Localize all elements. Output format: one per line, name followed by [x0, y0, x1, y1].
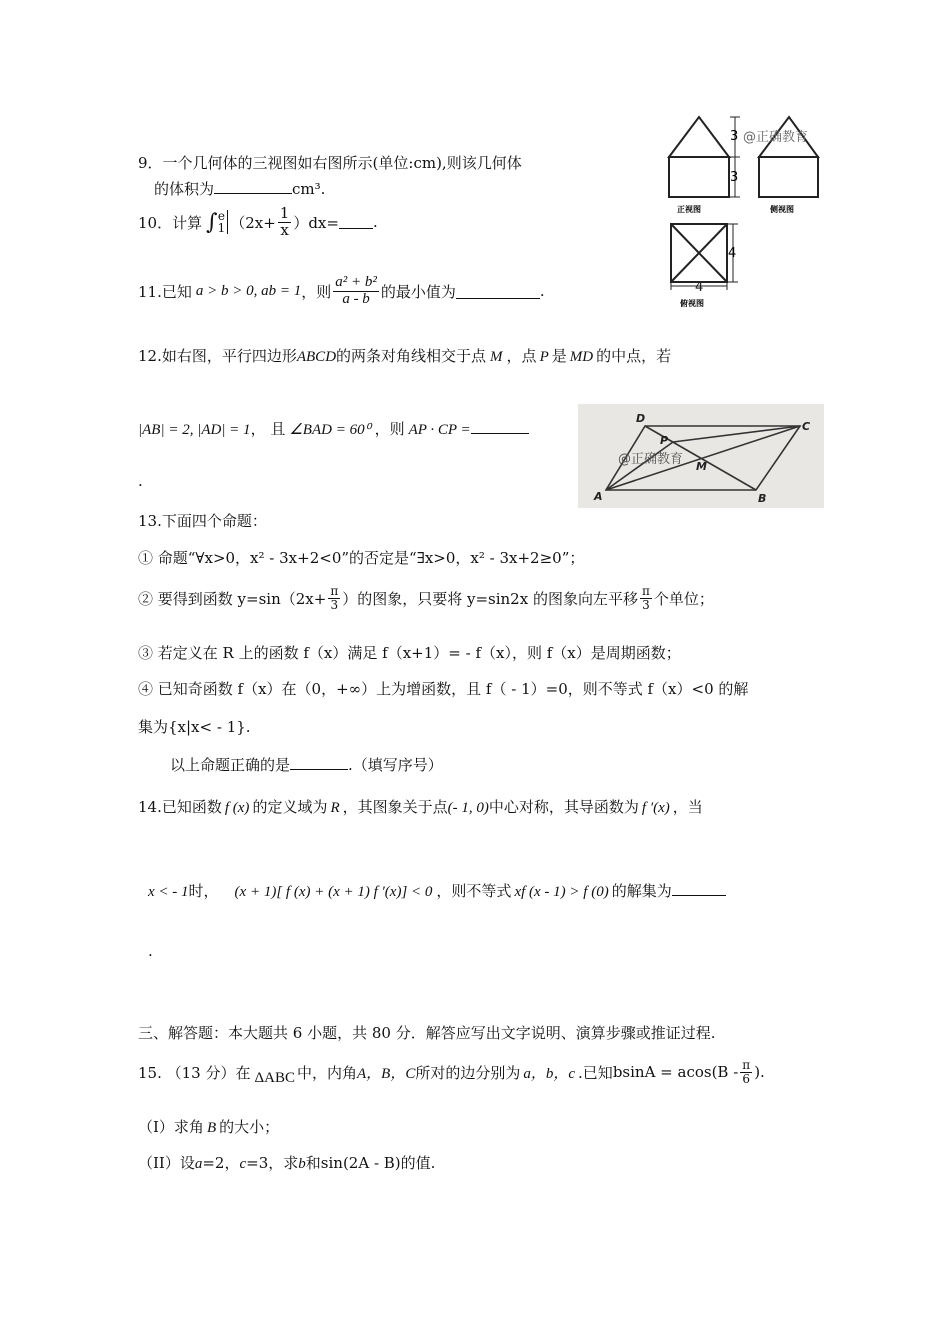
q12-text4: 是	[551, 347, 567, 365]
q10	[138, 202, 378, 242]
q15-ii-b: b	[298, 1156, 306, 1172]
q12-then: ，则	[374, 420, 405, 438]
q13-p2-text: ② 要得到函数 y=sin（2x+	[138, 589, 327, 608]
q14-text5: ，当	[672, 798, 703, 816]
q13-ask	[170, 754, 443, 775]
section-3-heading: 三、解答题：本大题共 6 小题，共 80 分．解答应写出文字说明、演算步骤或推证过程.	[138, 1024, 716, 1042]
integral-limits	[218, 210, 229, 234]
q13-prop2	[138, 578, 714, 618]
q10-end: .	[372, 213, 378, 231]
q12-angle: ∠BAD = 60⁰	[289, 422, 371, 438]
q14-fx: f (x)	[224, 800, 250, 816]
q14-text: 14.已知函数	[138, 798, 222, 816]
q11-condition: a > b > 0, ab = 1	[195, 282, 302, 299]
label-a: A	[594, 490, 603, 503]
q13-p2-text2: ）的图象，只要将 y=sin2x 的图象向左平移	[342, 589, 638, 608]
q11-fraction	[333, 275, 379, 308]
q15-sides: a，b，c	[523, 1065, 576, 1082]
q14-point: (- 1, 0)	[447, 800, 489, 816]
upper-limit: e	[217, 209, 225, 223]
q14-ineq2: xf (x - 1) > f (0)	[514, 884, 609, 900]
q11	[138, 275, 545, 308]
q14-text2: 的定义域为	[252, 798, 328, 816]
q14-dot: .	[148, 942, 153, 960]
q12-p: P	[539, 349, 549, 365]
front-view	[669, 117, 729, 197]
q15-text3: 所对的边分别为	[415, 1063, 521, 1082]
frac-num: a² + b²	[335, 274, 377, 290]
q12-abcd: ABCD	[296, 349, 337, 365]
q11-end: .	[539, 282, 545, 301]
q15-triangle: ΔABC	[254, 1069, 295, 1086]
q10-integrand: （2x+	[230, 213, 276, 232]
integral-sign: ∫	[206, 209, 218, 235]
q13-prop4-cont: 集为{x|x< - 1}.	[138, 718, 251, 736]
q15-part2	[138, 1152, 435, 1173]
dim-4-height: 4	[728, 246, 737, 261]
q15-ii-and: 和	[305, 1154, 321, 1172]
q13-ask-end: .（填写序号）	[348, 756, 443, 774]
q12-text2: 的两条对角线相交于点	[336, 347, 487, 365]
q12-lengths: |AB| = 2, |AD| = 1	[138, 422, 251, 438]
top-view-label: 俯视图	[680, 299, 704, 308]
q12-dot: .	[138, 472, 143, 490]
q15-frac	[740, 1059, 752, 1085]
q13-prop3: ③ 若定义在 R 上的函数 f（x）满足 f（x+1）= - f（x），则 f（x）是周期函数；	[138, 644, 681, 662]
q15-text: 15. （13 分）在	[138, 1063, 251, 1082]
q9-answer-blank	[214, 180, 292, 195]
q14-line2	[148, 880, 726, 901]
q12-text: 12.如右图，平行四边形	[138, 347, 297, 365]
q15-i-b: B	[206, 1120, 217, 1136]
label-p: P	[660, 434, 669, 447]
q15-ii-expr: sin(2A - B)	[320, 1154, 401, 1172]
q9-line2	[154, 178, 325, 199]
frac-num: π	[742, 1057, 751, 1072]
q10-answer-blank	[339, 215, 373, 230]
q12-md: MD	[569, 349, 594, 365]
q12-line2	[138, 418, 529, 439]
q11-then: ，则	[301, 282, 332, 301]
frac-den: a - b	[342, 290, 370, 307]
label-d: D	[636, 412, 646, 425]
q15-eq-end: ).	[754, 1063, 765, 1081]
q12-and: ， 且	[250, 420, 286, 438]
q13-prop1: ① 命题“∀x>0，x² - 3x+2<0”的否定是“∃x>0，x² - 3x+2≥0”；	[138, 549, 585, 567]
frac-den: x	[280, 220, 289, 239]
frac-num: π	[641, 583, 650, 598]
q15-equation: bsinA = acos(B -	[612, 1063, 739, 1081]
q10-dx: ）dx=	[293, 213, 339, 232]
label-b: B	[758, 492, 767, 505]
q13-title: 13.下面四个命题：	[138, 512, 267, 530]
q14-text3: ，其图象关于点	[342, 798, 448, 816]
q14-text6: 时，	[188, 882, 219, 900]
q13-p2-frac2	[640, 585, 652, 611]
q10-fraction	[278, 203, 292, 239]
q15-ii-text: （II）设	[138, 1154, 195, 1172]
q15	[138, 1052, 765, 1092]
q15-text4: .已知	[578, 1063, 613, 1082]
q12-line1	[138, 345, 671, 366]
q13-prop4: ④ 已知奇函数 f（x）在（0，+∞）上为增函数，且 f（ - 1）=0，则不等式 f（x）<0 的解	[138, 680, 749, 698]
q14-cond: x < - 1	[148, 884, 189, 900]
q13-ask-text: 以上命题正确的是	[170, 756, 291, 774]
q13-p2-frac1	[328, 585, 340, 611]
top-view	[671, 224, 727, 282]
q9-unit: cm³.	[292, 180, 326, 198]
q11-answer-blank	[456, 284, 540, 299]
q15-angles: A，B，C	[357, 1065, 416, 1082]
dim-3-lower: 3	[730, 170, 739, 185]
q12-answer-blank	[471, 420, 529, 435]
q14-answer-blank	[672, 882, 726, 897]
q9-text: 的体积为	[154, 180, 215, 198]
frac-num: π	[330, 583, 339, 598]
dim-3-upper: 3	[730, 129, 739, 144]
side-view	[759, 117, 818, 197]
q14-r: R	[330, 800, 340, 816]
q11-text: 11.已知	[138, 282, 192, 301]
frac-den: 3	[330, 597, 339, 612]
q14-text7: ，则不等式	[436, 882, 512, 900]
q12-text3: ，点	[506, 347, 537, 365]
q15-ii-a: a	[194, 1156, 203, 1172]
q15-i-end: 的大小；	[219, 1118, 280, 1136]
q14-ineq: (x + 1)[ f (x) + (x + 1) f ′(x)] < 0	[234, 884, 433, 900]
lower-limit: 1	[217, 221, 226, 235]
q9-line1: 9．一个几何体的三视图如右图所示(单位:cm),则该几何体	[138, 154, 522, 172]
q13-p2-text3: 个单位；	[653, 589, 714, 608]
label-c: C	[802, 420, 811, 433]
watermark: @正确教育	[618, 452, 684, 467]
dim-4-width: 4	[695, 280, 704, 295]
q15-i-text: （I）求角	[138, 1118, 204, 1136]
frac-den: 6	[742, 1071, 751, 1086]
frac-den: 3	[642, 597, 650, 612]
q10-text: 10．计算	[138, 213, 203, 232]
parallelogram-figure	[578, 404, 824, 508]
q15-ii-cval: =3，求	[246, 1154, 299, 1172]
q12-m: M	[490, 349, 503, 365]
q13-answer-blank	[290, 756, 348, 771]
q12-expr: AP · CP =	[408, 422, 471, 438]
q14-line1	[138, 796, 703, 817]
q15-ii-c: c	[239, 1156, 247, 1172]
frac-num: 1	[279, 203, 290, 222]
three-view-figure	[660, 108, 840, 313]
q15-ii-aval: =2，	[202, 1154, 240, 1172]
q15-text2: 中，内角	[296, 1063, 357, 1082]
q12-text5: 的中点，若	[596, 347, 672, 365]
q15-ii-end: 的值.	[400, 1154, 436, 1172]
q14-text8: 的解集为	[611, 882, 672, 900]
q14-text4: 中心对称，其导函数为	[488, 798, 639, 816]
front-view-label: 正视图	[677, 205, 701, 214]
label-m: M	[696, 460, 707, 473]
side-view-label: 侧视图	[770, 205, 794, 214]
q15-part1	[138, 1116, 279, 1137]
q14-fpx: f ′(x)	[641, 800, 670, 816]
watermark: @正确教育	[743, 130, 809, 145]
q11-post: 的最小值为	[380, 282, 456, 301]
